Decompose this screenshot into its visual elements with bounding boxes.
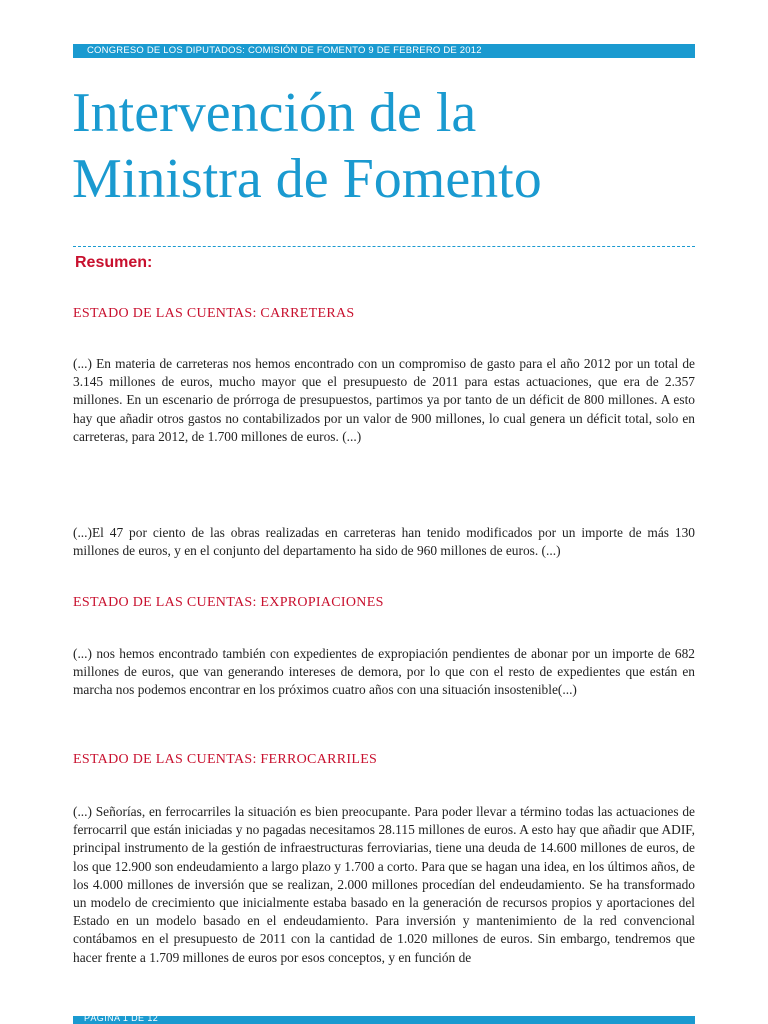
document-header-bar bbox=[73, 44, 695, 58]
paragraph-ferrocarriles-1: (...) Señorías, en ferrocarriles la situación es bien preocupante. Para poder llevar a término todas las actuaciones de ferrocarril que están iniciadas y no pagadas necesitamos 28.115 millones de euros. A esto hay que añadir que ADIF, principal instrumento de la gestión de infraestructuras ferroviarias, tiene una deuda de 14.600 millones de euros, de los que 12.900 son endeudamiento a largo plazo y 1.700 a corto. Para que se hagan una idea, en los últimos años, de los 4.000 millones de inversión que se realizan, 2.000 millones procedían del endeudamiento. Se ha transformado un modelo de crecimiento que inicialmente estaba basado en la generación de recursos propios y aportaciones del Estado en un modelo basado en el endeudamiento. Para inversión y mantenimiento de la red convencional contábamos en el presupuesto de 2011 con la cantidad de 1.020 millones de euros. Sin embargo, tendremos que hacer frente a 1.709 millones de euros por esos conceptos, y en función de bbox=[73, 804, 695, 965]
page-number: PÁGINA 1 DE 12 bbox=[84, 1013, 159, 1023]
resumen-label: Resumen: bbox=[75, 254, 153, 271]
title-line-1: Intervención de la bbox=[72, 82, 477, 144]
section-heading-expropiaciones: ESTADO DE LAS CUENTAS: EXPROPIACIONES bbox=[73, 595, 384, 610]
page-title bbox=[72, 80, 712, 212]
section-heading-carreteras: ESTADO DE LAS CUENTAS: CARRETERAS bbox=[73, 306, 355, 321]
document-footer-bar bbox=[73, 1016, 695, 1024]
paragraph-carreteras-2: (...)El 47 por ciento de las obras realizadas en carreteras han tenido modificados por un importe de más 130 millones de euros, y en el conjunto del departamento ha sido de 960 millones de euros. (...) bbox=[73, 525, 695, 559]
title-line-2: Ministra de Fomento bbox=[72, 148, 542, 210]
paragraph-carreteras-1: (...) En materia de carreteras nos hemos encontrado con un compromiso de gasto para el año 2012 por un total de 3.145 millones de euros, mucho mayor que el presupuesto de 2011 para estas actuaciones, que era de 2.357 millones. En un escenario de prórroga de presupuestos, partimos ya por tanto de un déficit de 800 millones. A esto hay que añadir otros gastos no contabilizados por un valor de 900 millones, lo cual genera un déficit total, solo en carreteras, para 2012, de 1.700 millones de euros. (...) bbox=[73, 356, 695, 444]
section-heading-ferrocarriles: ESTADO DE LAS CUENTAS: FERROCARRILES bbox=[73, 752, 378, 767]
title-divider bbox=[73, 246, 695, 247]
paragraph-expropiaciones-1: (...) nos hemos encontrado también con expedientes de expropiación pendientes de abonar por un importe de 682 millones de euros, que van generando intereses de demora, por lo que con el resto de expedientes que están en marcha nos podemos encontrar en los próximos cuatro años con una situación insostenible(...) bbox=[73, 646, 695, 698]
header-text: CONGRESO DE LOS DIPUTADOS: COMISIÓN DE FOMENTO 9 DE FEBRERO DE 2012 bbox=[87, 45, 482, 56]
